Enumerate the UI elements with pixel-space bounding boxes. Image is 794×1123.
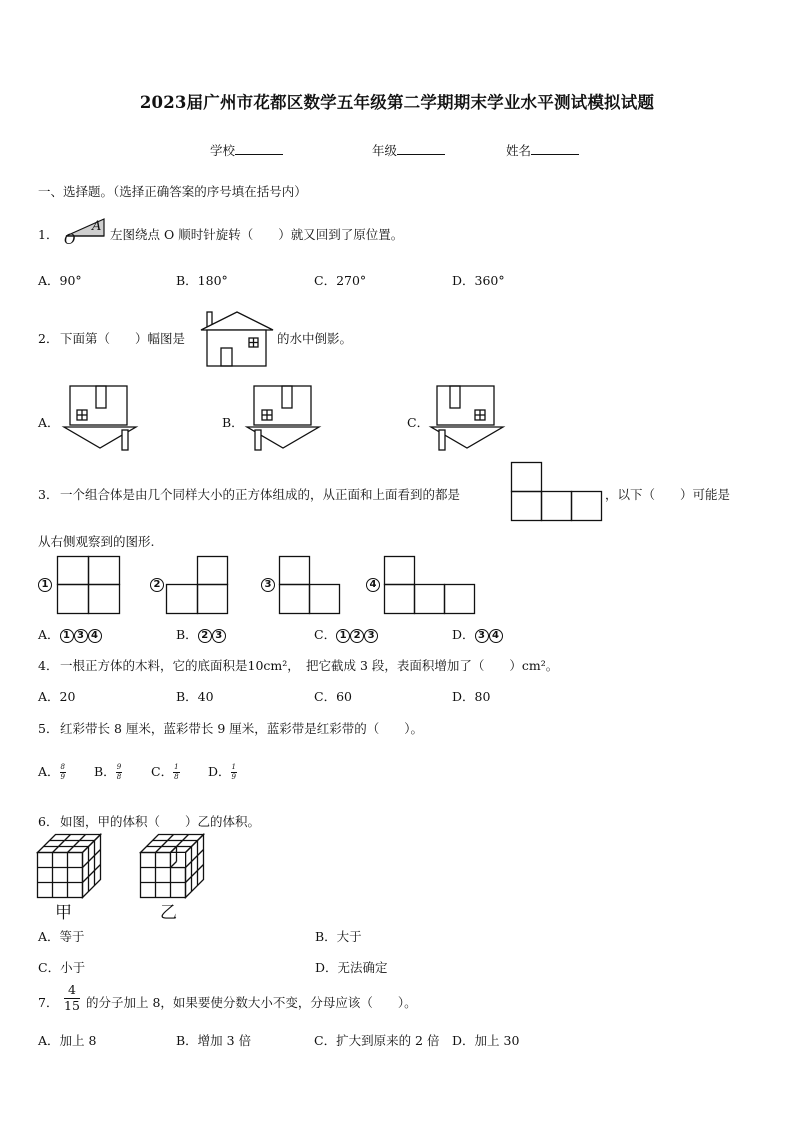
q6-option-d[interactable]: D．无法确定 bbox=[315, 960, 388, 975]
q7-fraction: $\frac{4}{15}$ bbox=[64, 982, 80, 1013]
q6-cube-jia bbox=[37, 834, 103, 900]
q7-option-a[interactable]: A．加上 8 bbox=[38, 1033, 97, 1048]
q7-option-d[interactable]: D．加上 30 bbox=[452, 1033, 520, 1048]
q5-option-c[interactable]: C． $\frac{1}{8}$ bbox=[151, 763, 179, 781]
q2-text-after: 的水中倒影。 bbox=[277, 331, 353, 346]
q3-number: 3． bbox=[38, 487, 59, 502]
q2-reflection-a bbox=[63, 386, 139, 452]
q1-option-d[interactable]: D．360° bbox=[452, 273, 505, 288]
q2-option-a[interactable]: A． bbox=[38, 415, 60, 430]
q7-text: 的分子加上 8，如果要使分数大小不变，分母应该（ ）。 bbox=[86, 995, 417, 1010]
q7-number: 7． bbox=[38, 995, 59, 1010]
q1-point-a-label: A bbox=[92, 219, 102, 234]
q4-option-b[interactable]: B．40 bbox=[176, 689, 214, 704]
q2-option-c[interactable]: C． bbox=[407, 415, 430, 430]
q7-option-b[interactable]: B．增加 3 倍 bbox=[176, 1033, 252, 1048]
q2-reflection-c bbox=[430, 386, 506, 452]
q3-figure-1-label: 1 bbox=[38, 578, 52, 592]
q6-label-yi: 乙 bbox=[160, 903, 177, 923]
q6-cube-yi bbox=[140, 834, 206, 900]
q7-option-c[interactable]: C．扩大到原来的 2 倍 bbox=[314, 1033, 440, 1048]
q3-figure-2-label: 2 bbox=[150, 578, 164, 592]
page-title: 2023届广州市花都区数学五年级第二学期期末学业水平测试模拟试题 bbox=[139, 93, 655, 112]
q2-house-figure bbox=[200, 311, 274, 369]
q2-text-before: 下面第（ ）幅图是 bbox=[60, 331, 186, 346]
q3-text-line1: 一个组合体是由几个同样大小的正方体组成的，从正面和上面看到的都是 bbox=[60, 487, 461, 502]
q6-label-jia: 甲 bbox=[55, 903, 72, 923]
q3-text-line1-tail: ，以下（ ）可能是 bbox=[605, 487, 731, 502]
grade-field[interactable]: 年级 bbox=[372, 141, 445, 159]
q1-option-a[interactable]: A．90° bbox=[38, 273, 82, 288]
q1-option-c[interactable]: C．270° bbox=[314, 273, 367, 288]
q3-option-a[interactable]: A． 1 3 4 bbox=[38, 625, 102, 643]
q6-number: 6． bbox=[38, 814, 59, 829]
q2-reflection-b bbox=[246, 386, 322, 452]
q4-option-d[interactable]: D．80 bbox=[452, 689, 491, 704]
section-heading: 一、选择题。（选择正确答案的序号填在括号内） bbox=[38, 184, 307, 199]
q3-figure-2 bbox=[166, 556, 230, 616]
q4-text: 一根正方体的木料，它的底面积是10cm²， 把它截成 3 段，表面积增加了（ ）cm²。 bbox=[60, 658, 559, 673]
q6-text: 如图，甲的体积（ ）乙的体积。 bbox=[60, 814, 261, 829]
q6-option-a[interactable]: A．等于 bbox=[38, 929, 85, 944]
name-field[interactable]: 姓名 bbox=[506, 141, 579, 159]
q3-figure-3-label: 3 bbox=[261, 578, 275, 592]
q1-number: 1． bbox=[38, 227, 59, 242]
q5-option-a[interactable]: A． $\frac{8}{9}$ bbox=[38, 763, 65, 781]
q3-option-c[interactable]: C． 1 2 3 bbox=[314, 625, 378, 643]
q1-text: 左图绕点 O 顺时针旋转（ ）就又回到了原位置。 bbox=[110, 227, 404, 242]
q3-figure-1 bbox=[57, 556, 121, 616]
q2-number: 2． bbox=[38, 331, 59, 346]
q6-option-c[interactable]: C．小于 bbox=[38, 960, 86, 975]
q5-number: 5． bbox=[38, 721, 59, 736]
q3-front-top-view bbox=[511, 462, 603, 522]
q5-option-d[interactable]: D． $\frac{1}{9}$ bbox=[208, 763, 236, 781]
q4-option-a[interactable]: A．20 bbox=[38, 689, 76, 704]
q5-option-b[interactable]: B． $\frac{9}{8}$ bbox=[94, 763, 122, 781]
q4-number: 4． bbox=[38, 658, 59, 673]
q3-figure-4-label: 4 bbox=[366, 578, 380, 592]
q5-text: 红彩带长 8 厘米，蓝彩带长 9 厘米，蓝彩带是红彩带的（ ）。 bbox=[60, 721, 424, 736]
q1-option-b[interactable]: B．180° bbox=[176, 273, 228, 288]
q2-option-b[interactable]: B． bbox=[222, 415, 244, 430]
q3-figure-4 bbox=[384, 556, 476, 616]
q3-text-line2: 从右侧观察到的图形. bbox=[38, 534, 155, 549]
school-field[interactable]: 学校 bbox=[210, 141, 283, 159]
q3-figure-3 bbox=[279, 556, 343, 616]
q4-option-c[interactable]: C．60 bbox=[314, 689, 352, 704]
q1-point-o-label: O bbox=[64, 232, 76, 248]
q3-option-b[interactable]: B． 2 3 bbox=[176, 625, 226, 643]
q6-option-b[interactable]: B．大于 bbox=[315, 929, 362, 944]
q3-option-d[interactable]: D． 3 4 bbox=[452, 625, 503, 643]
